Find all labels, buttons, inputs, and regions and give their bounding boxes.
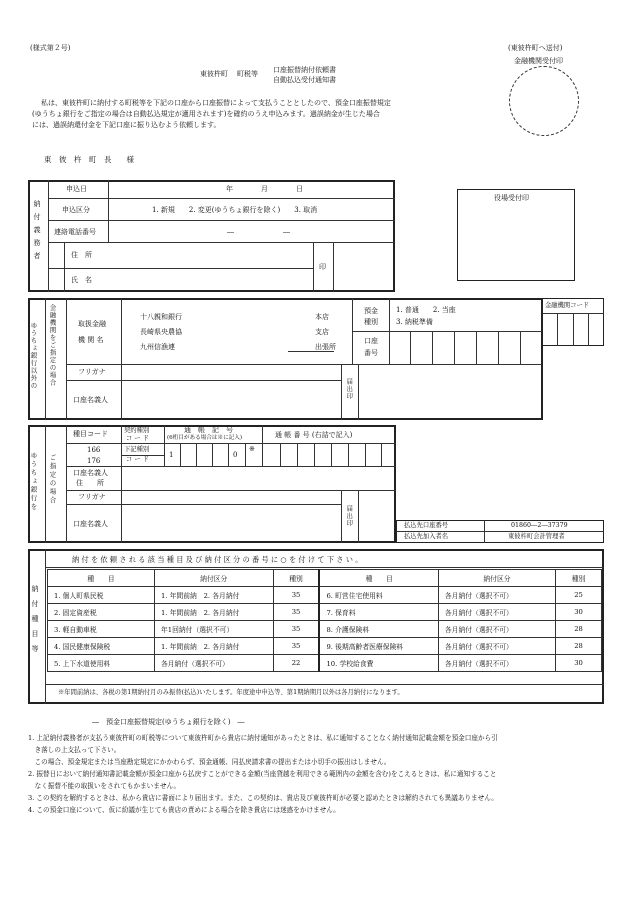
table-row[interactable]: [48, 638, 602, 655]
kind-code-label: 種目コード: [73, 430, 108, 438]
application-date-value[interactable]: 年 月 日: [226, 185, 303, 193]
application-date-label: 申込日: [66, 185, 87, 193]
table-cell[interactable]: 2. 固定資産税: [48, 604, 155, 621]
table-cell[interactable]: 年1回納付（選択不可）: [154, 621, 273, 638]
account-number-label-2: 番号: [364, 349, 378, 357]
table-cell: 25: [556, 587, 602, 604]
bank-name-3[interactable]: 九州信漁連: [140, 343, 175, 351]
kind-code-166: 166: [87, 446, 101, 454]
symbol-star: ※: [249, 445, 255, 453]
yucho-holder-field[interactable]: [125, 506, 337, 541]
addressee: 東 彼 杵 町 長 様: [44, 155, 134, 164]
name-field[interactable]: [112, 270, 310, 290]
table-cell[interactable]: 各月納付（選択不可）: [154, 655, 273, 672]
contract-below-2: コ ー ド: [126, 456, 149, 463]
table-cell[interactable]: 6. 町営住宅使用料: [319, 587, 438, 604]
bank-holder-label: 口座名義人: [73, 396, 108, 404]
rules-line: この場合、預金規定または当座勘定規定にかかわらず、預金通帳、同払戻請求書の提出または小切手の振出はしません。: [28, 758, 391, 766]
name-label: 氏 名: [71, 276, 92, 284]
institution-label-1: 取扱金融: [78, 320, 106, 328]
table-cell[interactable]: 1. 年間前納 2. 各月納付: [154, 587, 273, 604]
office-seal-box: [457, 189, 575, 281]
table-cell: 28: [556, 638, 602, 655]
bank-seal-circle: [509, 66, 579, 136]
table-cell: 35: [273, 587, 319, 604]
contract-value: 1: [169, 451, 174, 459]
yucho-holder-label: 口座名義人: [73, 520, 108, 528]
table-cell[interactable]: 1. 年間前納 2. 各月納付: [154, 638, 273, 655]
table-cell[interactable]: 8. 介護保険料: [319, 621, 438, 638]
rules-line: 2. 振替日において納付通知書記載金額が預金口座から払戻すことができる金額(当座貸越を利用できる範囲内の金額を含む)をこえるときは、私に通知すること: [28, 770, 497, 778]
rules-line: 4. この預金口座について、仮に紛議が生じても貴店の責めによる場合を除き貴店には迷惑をかけません。: [28, 806, 340, 814]
items-header-cell: 種別: [273, 570, 319, 587]
phone-value[interactable]: ― ―: [227, 228, 290, 236]
bank-side-label-2: 金融機関をご指定の場合: [48, 304, 57, 387]
kind-code-176: 176: [87, 457, 101, 465]
form-title-2: 自動払込受付通知書: [273, 76, 336, 84]
yucho-furigana-label: フリガナ: [78, 493, 106, 501]
branch-type-2[interactable]: 支店: [315, 328, 329, 336]
bank-holder-field[interactable]: [125, 382, 337, 418]
contract-label-1: 契約種別: [124, 427, 150, 434]
rules-line: なく振替不能の取扱いをされてもかまいません。: [28, 782, 181, 790]
passbook-number-label: 通 帳 番 号 (右詰で記入): [275, 431, 353, 439]
items-header-cell: 種 目: [48, 570, 155, 587]
bank-side-label: ゆうちょ銀行以外の: [29, 322, 38, 390]
rules-line: 1. 上記納付義務者が支払う東彼杵町の町税等について東彼杵町から貴店に納付通知があったときは、私に通知することなく納付通知記載金額を預金口座から引: [28, 734, 498, 742]
table-cell: 28: [556, 621, 602, 638]
address-label: 住 所: [71, 251, 92, 259]
bank-seal-label: 金融機関受付印: [514, 57, 563, 65]
application-type-label: 申込区分: [62, 206, 90, 214]
table-cell: 30: [556, 604, 602, 621]
items-instruction: 納 付 を 依 頼 さ れ る 該 当 種 目 及 び 納 付 区 分 の 番 号 に ○ を 付 け て 下 さ い 。: [72, 555, 363, 564]
table-cell[interactable]: 10. 学校給食費: [319, 655, 438, 672]
bank-code-label: 金融機関コード: [545, 302, 590, 309]
table-cell: 22: [273, 655, 319, 672]
table-cell[interactable]: 3. 軽自動車税: [48, 621, 155, 638]
table-cell[interactable]: 9. 後期高齢者医療保険料: [319, 638, 438, 655]
transfer-account-label: 払込先口座番号: [404, 522, 449, 529]
table-cell[interactable]: 1. 個人町県民税: [48, 587, 155, 604]
bank-seal-label: 届出印: [345, 378, 353, 400]
institution-label-2: 機 関 名: [78, 336, 104, 344]
table-row[interactable]: [48, 604, 602, 621]
table-cell[interactable]: 4. 国民健康保険税: [48, 638, 155, 655]
payer-side-label: 納付義務者: [33, 200, 41, 265]
transfer-name-value: 東彼杵町会計管理者: [508, 533, 565, 540]
table-cell: 35: [273, 638, 319, 655]
rules-line: 3. この契約を解約するときは、私から貴店に書面により届出ます。また、この契約は、貴店及び東彼杵町が必要と認めたときは解約されても異議ありません。: [28, 794, 498, 802]
intro-line-1: 私は、東彼杵町に納付する町税等を下記の口座から口座振替によって支払うこととしたので、預金口座振替規定: [41, 99, 391, 107]
deposit-options-1[interactable]: 1. 普通 2. 当座: [396, 306, 456, 314]
phone-label: 連絡電話番号: [54, 228, 96, 236]
table-cell[interactable]: 各月納付（選択不可）: [438, 638, 555, 655]
items-header-cell: 納付区分: [438, 570, 555, 587]
table-cell[interactable]: 7. 保育料: [319, 604, 438, 621]
table-cell: 35: [273, 621, 319, 638]
address-field[interactable]: [112, 244, 310, 266]
table-row[interactable]: [48, 621, 602, 638]
yucho-address-label-1: 口座名義人: [73, 469, 108, 477]
items-side-label: 納付種目等: [31, 585, 39, 660]
office-seal-label: 役場受付印: [494, 194, 529, 202]
form-title-1: 口座振替納付依頼書: [273, 66, 336, 74]
branch-type-1[interactable]: 本店: [315, 313, 329, 321]
deposit-type-label-2: 種別: [364, 318, 378, 326]
table-row[interactable]: [48, 587, 602, 604]
transfer-account-value: 01860―2―37379: [511, 522, 568, 529]
table-cell[interactable]: 1. 年間前納 2. 各月納付: [154, 604, 273, 621]
deposit-options-2[interactable]: 3. 納税準備: [396, 318, 433, 326]
rules-line: き落しの上支払って下さい。: [28, 746, 121, 754]
bank-furigana-label: フリガナ: [78, 368, 106, 376]
table-row[interactable]: [48, 655, 602, 672]
branch-type-3[interactable]: 出張所: [315, 343, 336, 351]
yucho-seal-label: 届出印: [345, 505, 353, 527]
town-name: 東彼杵町: [200, 70, 228, 78]
intro-line-3: には、過誤納還付金を下記口座に振り込むよう依頼します。: [32, 121, 221, 129]
items-header-row: [48, 570, 602, 587]
contract-label-2: コ ー ド: [126, 435, 149, 442]
yucho-side-label-2: ご指定の場合: [48, 454, 57, 505]
symbol-zero: 0: [233, 451, 238, 459]
payment-items-table: [47, 569, 602, 672]
table-cell: 30: [556, 655, 602, 672]
table-cell[interactable]: 各月納付（選択不可）: [438, 587, 555, 604]
seal-label: 印: [319, 263, 326, 271]
items-header-cell: 種別: [556, 570, 602, 587]
symbol-note: (6桁目がある場合は※に記入): [167, 435, 243, 441]
application-type-options[interactable]: 1. 新規 2. 変更(ゆうちょ銀行を除く) 3. 取消: [152, 206, 318, 214]
table-cell[interactable]: 各月納付（選択不可）: [438, 621, 555, 638]
table-cell[interactable]: 各月納付（選択不可）: [438, 604, 555, 621]
transfer-name-label: 払込先加入者名: [404, 533, 449, 540]
send-destination: (東彼杵町へ送付): [508, 44, 563, 52]
deposit-type-label-1: 預金: [364, 307, 378, 315]
table-cell: 35: [273, 604, 319, 621]
tax-label: 町税等: [237, 70, 258, 78]
table-cell[interactable]: 5. 上下水道使用料: [48, 655, 155, 672]
rules-title: ― 預金口座振替規定(ゆうちょ銀行を除く) ―: [92, 718, 245, 726]
bank-name-2[interactable]: 長崎県央農協: [140, 328, 182, 336]
account-number-label-1: 口座: [364, 337, 378, 345]
items-note: ※年間前納は、各税の第1期納付月のみ振替(払込)いたします。年度途中申込等、第1期納期月以外は各月納付になります。: [58, 689, 404, 696]
form-number: (様式第２号): [30, 44, 71, 52]
symbol-label: 通 帳 記 号: [184, 426, 233, 434]
yucho-side-label: ゆうちょ銀行を: [29, 452, 38, 512]
yucho-address-field[interactable]: [125, 468, 393, 488]
items-header-cell: 納付区分: [154, 570, 273, 587]
bank-name-1[interactable]: 十八親和銀行: [140, 313, 182, 321]
table-cell[interactable]: 各月納付（選択不可）: [438, 655, 555, 672]
items-header-cell: 種 目: [319, 570, 438, 587]
intro-line-2: (ゆうちょ銀行をご指定の場合は自動払込規定が適用されます)を確約のうえ申込みます。過誤納金が生じた場合: [32, 110, 380, 118]
contract-below-1: 下記種別: [124, 446, 150, 453]
institution-label: [78, 316, 106, 348]
yucho-address-label-2: 住 所: [76, 479, 104, 487]
